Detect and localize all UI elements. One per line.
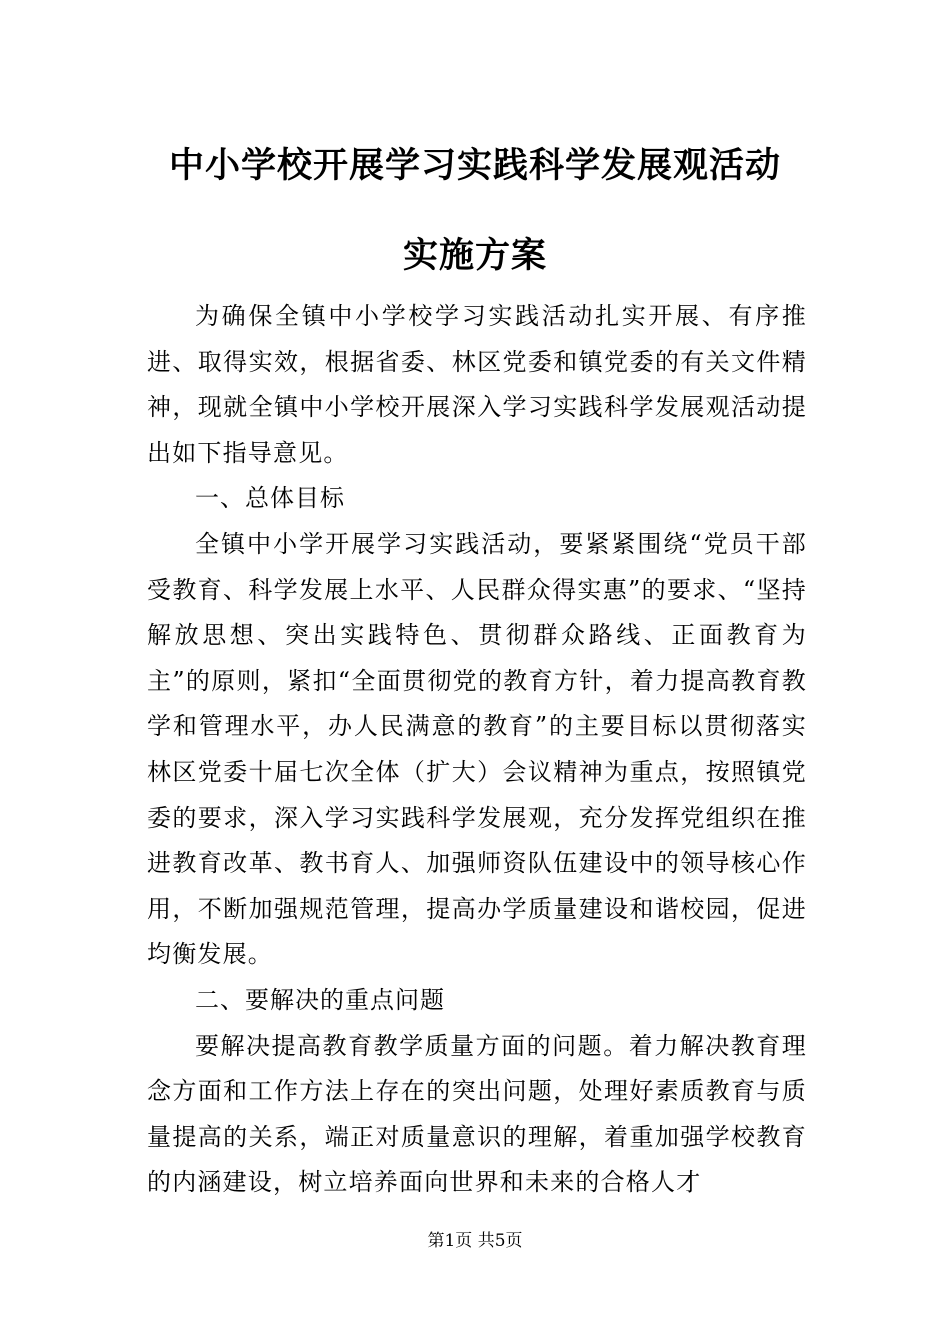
section2-heading: 二、要解决的重点问题 bbox=[195, 985, 445, 1014]
section2-paragraph: 要解决提高教育教学质量方面的问题。着力解决教育理念方面和工作方法上存在的突出问题，处理好素质教育与质量提高的关系，端正对质量意识的理解，着重加强学校教育的内涵建设，树立培养面向世界和未来的合格人才 bbox=[147, 1031, 807, 1197]
section1-paragraph: 全镇中小学开展学习实践活动，要紧紧围绕“党员干部受教育、科学发展上水平、人民群众得实惠”的要求、“坚持解放思想、突出实践特色、贯彻群众路线、正面教育为主”的原则，紧扣“全面贯彻党的教育方针，着力提高教育教学和管理水平，办人民满意的教育”的主要目标以贯彻落实林区党委十届七次全体（扩大）会议精神为重点，按照镇党委的要求，深入学习实践科学发展观，充分发挥党组织在推进教育改革、教书育人、加强师资队伍建设中的领导核心作用，不断加强规范管理，提高办学质量建设和谐校园，促进均衡发展。 bbox=[147, 529, 807, 969]
page-number-footer: 第1页 共5页 bbox=[427, 1231, 523, 1251]
document-body bbox=[147, 294, 807, 1206]
document-title-line2: 实施方案 bbox=[402, 236, 547, 276]
section1-heading: 一、总体目标 bbox=[195, 484, 345, 513]
intro-paragraph: 为确保全镇中小学校学习实践活动扎实开展、有序推进、取得实效，根据省委、林区党委和镇党委的有关文件精神，现就全镇中小学校开展深入学习实践科学发展观活动提出如下指导意见。 bbox=[147, 302, 807, 467]
document-title-line1: 中小学校开展学习实践科学发展观活动 bbox=[168, 146, 781, 186]
